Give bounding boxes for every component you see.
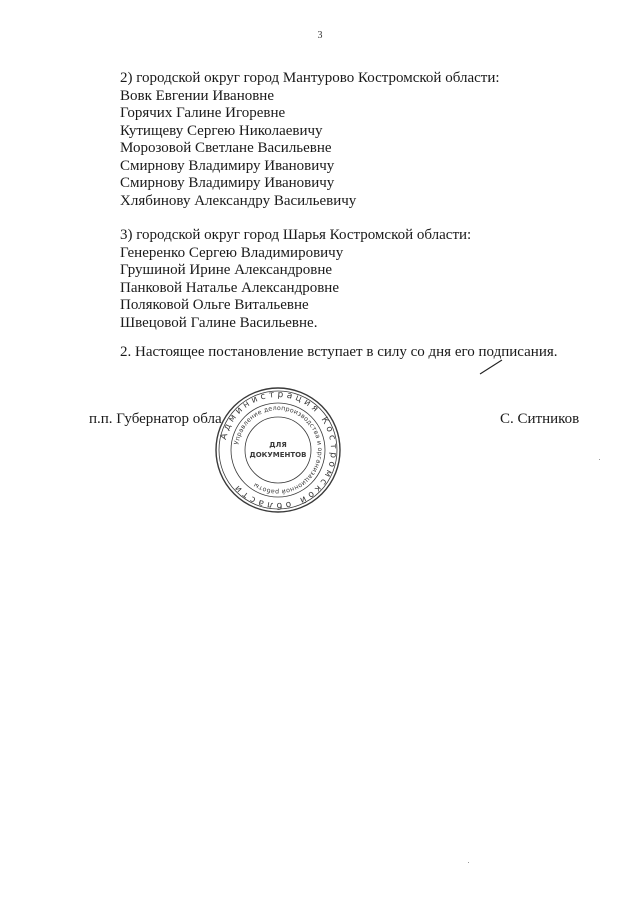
section-heading: 3) городской округ город Шарья Костромской области: — [120, 227, 472, 243]
signature-mark — [478, 358, 504, 376]
official-seal — [213, 385, 343, 515]
recipient-name: Вовк Евгении Ивановне — [120, 87, 274, 104]
recipient-name: Поляковой Ольге Витальевне — [120, 297, 309, 313]
seal-outer-text: Администрация Костромской области — [218, 389, 339, 511]
scan-speck — [599, 459, 600, 460]
seal-center-line1: ДЛЯ — [269, 441, 287, 449]
section-heading: 2) городской округ город Мантурово Костромской области: — [120, 70, 500, 86]
recipient-name: Грушиной Ирине Александровне — [120, 262, 333, 278]
recipient-name: Хлябинову Александру Васильевичу — [120, 192, 357, 209]
signature-name: С. Ситников — [500, 411, 580, 427]
seal-center-line2: ДОКУМЕНТОВ — [249, 451, 307, 459]
page-number: 3 — [317, 30, 323, 41]
signature-title: п.п. Губернатор обла — [89, 411, 222, 427]
recipient-name: Кутищеву Сергею Николаевичу — [120, 122, 323, 139]
recipient-name: Смирнову Владимиру Ивановичу — [120, 175, 335, 191]
recipient-name: Панковой Наталье Александровне — [120, 279, 339, 296]
recipient-name: Смирнову Владимиру Ивановичу — [120, 157, 335, 174]
seal-inner-text: Управление делопроизводства и организационной работы — [233, 404, 324, 496]
scan-speck — [468, 862, 469, 863]
section-manturovo — [120, 70, 500, 210]
recipient-name: Генеренко Сергею Владимировичу — [120, 244, 344, 261]
recipient-name: Швецовой Галине Васильевне. — [120, 314, 318, 331]
effective-clause: 2. Настоящее постановление вступает в силу со дня его подписания. — [120, 344, 558, 360]
section-sharya — [120, 227, 471, 332]
recipient-name: Горячих Галине Игоревне — [120, 105, 286, 121]
recipient-name: Морозовой Светлане Васильевне — [120, 140, 332, 156]
